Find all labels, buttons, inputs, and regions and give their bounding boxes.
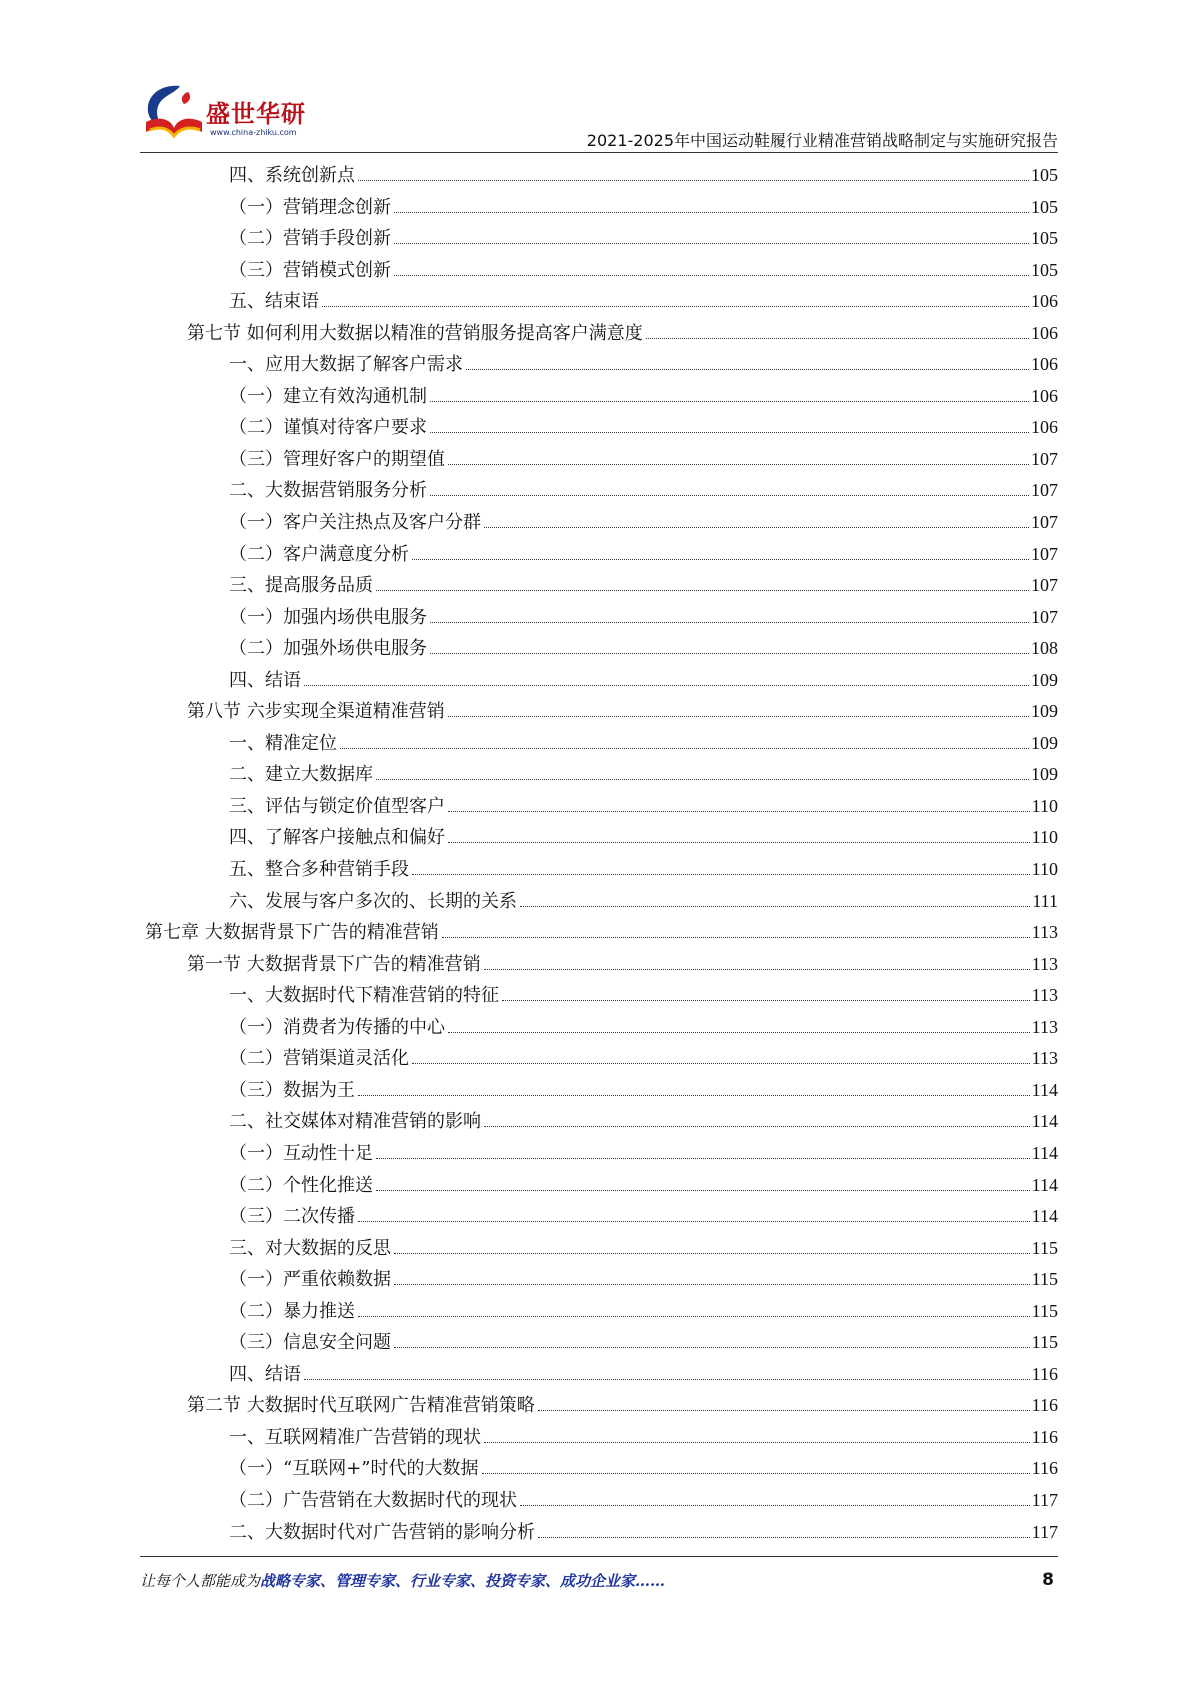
toc-entry-page: 105 (1031, 259, 1058, 280)
toc-entry-title: 四、结语 (229, 669, 301, 691)
footer-slogan-lead: 让每个人都能成为 (140, 1572, 261, 1590)
logo-url: www.china-zhiku.com (210, 128, 297, 137)
toc-entry-page: 114 (1031, 1079, 1058, 1100)
toc-entry-page: 105 (1031, 228, 1058, 249)
toc-entry-page: 116 (1031, 1363, 1058, 1384)
toc-leader-dots (448, 464, 1029, 465)
toc-entry-title: 五、整合多种营销手段 (229, 859, 409, 881)
toc-entry-title: 五、结束语 (229, 291, 319, 313)
toc-entry-title: 第二节 大数据时代互联网广告精准营销策略 (187, 1395, 535, 1417)
toc-entry-title: 第八节 六步实现全渠道精准营销 (187, 701, 445, 723)
toc-entry-title: 四、了解客户接触点和偏好 (229, 827, 445, 849)
toc-entry-page: 106 (1031, 322, 1058, 343)
toc-leader-dots (376, 779, 1029, 780)
toc-entry-title: 二、社交媒体对精准营销的影响 (229, 1111, 481, 1133)
toc-entry-page: 115 (1031, 1332, 1058, 1353)
toc-leader-dots (358, 1221, 1030, 1222)
toc-entry-page: 107 (1031, 543, 1058, 564)
toc-entry-title: 四、结语 (229, 1363, 301, 1385)
toc-entry-page: 114 (1031, 1206, 1058, 1227)
logo-name: 盛世华研 (206, 100, 306, 128)
toc-entry[interactable] (145, 1453, 1058, 1485)
toc-entry[interactable] (145, 1422, 1058, 1454)
toc-leader-dots (448, 811, 1030, 812)
toc-entry-title: （二）个性化推送 (229, 1174, 373, 1196)
toc-leader-dots (394, 212, 1029, 213)
toc-entry-title: （一）互动性十足 (229, 1142, 373, 1164)
toc-leader-dots (430, 432, 1029, 433)
toc-entry-title: 第一节 大数据背景下广告的精准营销 (187, 953, 481, 975)
toc-entry-title: （二）谨慎对待客户要求 (229, 417, 427, 439)
toc-entry[interactable] (145, 1075, 1058, 1107)
toc-leader-dots (412, 559, 1029, 560)
toc-leader-dots (482, 1473, 1030, 1474)
toc-entry-title: （三）数据为王 (229, 1079, 355, 1101)
toc-entry[interactable] (145, 759, 1058, 791)
toc-entry[interactable] (145, 1327, 1058, 1359)
toc-leader-dots (358, 180, 1029, 181)
toc-leader-dots (502, 1000, 1030, 1001)
toc-entry[interactable] (145, 1170, 1058, 1202)
toc-leader-dots (442, 937, 1030, 938)
document-title: 2021-2025年中国运动鞋履行业精准营销战略制定与实施研究报告 (586, 131, 1058, 150)
toc-entry-title: （三）信息安全问题 (229, 1332, 391, 1354)
toc-entry-title: 三、评估与锁定价值型客户 (229, 795, 445, 817)
toc-entry-title: （三）营销模式创新 (229, 259, 391, 281)
toc-entry-page: 117 (1031, 1521, 1058, 1542)
toc-entry-page: 108 (1031, 638, 1058, 659)
toc-entry-page: 109 (1031, 701, 1058, 722)
toc-entry[interactable] (145, 570, 1058, 602)
toc-entry-title: （二）营销渠道灵活化 (229, 1048, 409, 1070)
toc-leader-dots (520, 1505, 1030, 1506)
toc-entry[interactable] (145, 1517, 1058, 1549)
toc-entry[interactable] (145, 665, 1058, 697)
toc-entry-title: 四、系统创新点 (229, 165, 355, 186)
toc-entry-title: （一）消费者为传播的中心 (229, 1016, 445, 1038)
toc-entry-title: 一、精准定位 (229, 732, 337, 754)
toc-leader-dots (484, 527, 1029, 528)
toc-entry-page: 110 (1031, 859, 1058, 880)
toc-entry-page: 116 (1031, 1395, 1058, 1416)
footer-slogan-experts: 战略专家、管理专家、行业专家、投资专家、成功企业家…… (260, 1572, 666, 1590)
toc-entry-title: （一）“互联网+”时代的大数据 (229, 1458, 479, 1480)
toc-leader-dots (394, 243, 1029, 244)
toc-entry[interactable] (145, 886, 1058, 918)
toc-entry[interactable] (145, 1390, 1058, 1422)
toc-entry-title: 三、提高服务品质 (229, 575, 373, 597)
toc-entry[interactable] (145, 1296, 1058, 1328)
toc-entry-title: 一、大数据时代下精准营销的特征 (229, 985, 499, 1007)
toc-entry-title: 一、应用大数据了解客户需求 (229, 354, 463, 376)
toc-leader-dots (394, 1347, 1030, 1348)
toc-leader-dots (448, 1032, 1030, 1033)
toc-entry-page: 116 (1031, 1458, 1058, 1479)
toc-entry[interactable] (145, 602, 1058, 634)
toc-leader-dots (430, 622, 1029, 623)
toc-entry-title: （一）建立有效沟通机制 (229, 385, 427, 407)
toc-entry-page: 110 (1031, 795, 1058, 816)
toc-entry[interactable] (145, 286, 1058, 318)
toc-entry[interactable] (145, 255, 1058, 287)
toc-entry[interactable] (145, 917, 1058, 949)
toc-entry[interactable] (145, 633, 1058, 665)
toc-entry-page: 114 (1031, 1111, 1058, 1132)
toc-entry[interactable] (145, 1485, 1058, 1517)
toc-leader-dots (466, 369, 1029, 370)
toc-entry-title: （一）严重依赖数据 (229, 1269, 391, 1291)
toc-entry[interactable] (145, 1264, 1058, 1296)
toc-entry-page: 109 (1031, 669, 1058, 690)
toc-entry-page: 117 (1031, 1489, 1058, 1510)
logo-mark-icon (140, 82, 204, 144)
header-divider (140, 152, 1058, 153)
toc-entry-title: 二、建立大数据库 (229, 764, 373, 786)
toc-entry[interactable] (145, 949, 1058, 981)
toc-entry-page: 114 (1031, 1174, 1058, 1195)
toc-entry-page: 113 (1031, 1048, 1058, 1069)
toc-entry-page: 110 (1031, 827, 1058, 848)
toc-entry[interactable] (145, 1201, 1058, 1233)
toc-entry-page: 114 (1031, 1142, 1058, 1163)
toc-entry-page: 106 (1031, 417, 1058, 438)
table-of-contents (145, 160, 1058, 1548)
toc-leader-dots (304, 1379, 1030, 1380)
toc-entry-page: 107 (1031, 448, 1058, 469)
toc-entry[interactable] (145, 475, 1058, 507)
toc-leader-dots (520, 906, 1030, 907)
toc-entry-title: 一、互联网精准广告营销的现状 (229, 1426, 481, 1448)
page-header (140, 82, 1058, 152)
toc-entry-page: 115 (1031, 1269, 1058, 1290)
toc-entry-title: （三）二次传播 (229, 1206, 355, 1228)
toc-entry-title: 二、大数据时代对广告营销的影响分析 (229, 1521, 535, 1543)
toc-entry-title: （一）营销理念创新 (229, 196, 391, 218)
toc-entry[interactable] (145, 192, 1058, 224)
toc-entry-page: 113 (1031, 953, 1058, 974)
toc-leader-dots (484, 969, 1030, 970)
toc-entry[interactable] (145, 160, 1058, 192)
toc-entry-page: 105 (1031, 196, 1058, 217)
toc-leader-dots (358, 1316, 1030, 1317)
toc-leader-dots (448, 716, 1029, 717)
toc-entry[interactable] (145, 444, 1058, 476)
toc-entry-page: 107 (1031, 480, 1058, 501)
toc-entry[interactable] (145, 1043, 1058, 1075)
toc-entry[interactable] (145, 822, 1058, 854)
toc-entry[interactable] (145, 318, 1058, 350)
toc-entry[interactable] (145, 223, 1058, 255)
toc-leader-dots (538, 1537, 1030, 1538)
page-number: 8 (1042, 1570, 1054, 1590)
toc-entry-page: 105 (1031, 165, 1058, 185)
toc-entry[interactable] (145, 791, 1058, 823)
toc-entry-page: 107 (1031, 512, 1058, 533)
toc-entry-page: 107 (1031, 575, 1058, 596)
toc-entry-title: （一）客户关注热点及客户分群 (229, 512, 481, 534)
toc-leader-dots (448, 842, 1030, 843)
toc-entry-title: （二）暴力推送 (229, 1300, 355, 1322)
footer-divider (140, 1556, 1058, 1557)
toc-leader-dots (394, 1284, 1030, 1285)
toc-entry-title: （二）广告营销在大数据时代的现状 (229, 1489, 517, 1511)
toc-entry-title: 二、大数据营销服务分析 (229, 480, 427, 502)
toc-entry[interactable] (145, 412, 1058, 444)
toc-leader-dots (376, 1158, 1030, 1159)
toc-leader-dots (430, 401, 1029, 402)
toc-entry[interactable] (145, 854, 1058, 886)
page-footer (140, 1570, 1058, 1594)
toc-entry-title: （二）营销手段创新 (229, 228, 391, 250)
toc-leader-dots (412, 874, 1030, 875)
toc-entry[interactable] (145, 381, 1058, 413)
toc-entry-page: 115 (1031, 1237, 1058, 1258)
toc-leader-dots (376, 590, 1029, 591)
toc-leader-dots (430, 495, 1029, 496)
toc-entry-title: 六、发展与客户多次的、长期的关系 (229, 890, 517, 912)
toc-entry-title: 第七节 如何利用大数据以精准的营销服务提高客户满意度 (187, 322, 643, 344)
toc-leader-dots (394, 275, 1029, 276)
toc-leader-dots (358, 1095, 1030, 1096)
toc-entry[interactable] (145, 980, 1058, 1012)
toc-entry-page: 113 (1031, 1016, 1058, 1037)
toc-entry-page: 109 (1031, 732, 1058, 753)
toc-leader-dots (430, 653, 1029, 654)
toc-entry-title: （一）加强内场供电服务 (229, 606, 427, 628)
toc-leader-dots (304, 685, 1029, 686)
toc-entry[interactable] (145, 507, 1058, 539)
toc-leader-dots (538, 1410, 1030, 1411)
toc-entry-title: （二）加强外场供电服务 (229, 638, 427, 660)
toc-entry-page: 106 (1031, 291, 1058, 312)
toc-entry[interactable] (145, 1012, 1058, 1044)
toc-entry-title: （二）客户满意度分析 (229, 543, 409, 565)
toc-entry-page: 116 (1031, 1426, 1058, 1447)
toc-leader-dots (376, 1190, 1030, 1191)
toc-entry[interactable] (145, 1359, 1058, 1391)
toc-entry[interactable] (145, 1138, 1058, 1170)
toc-entry[interactable] (145, 1106, 1058, 1138)
company-logo (140, 82, 340, 146)
toc-leader-dots (646, 338, 1029, 339)
toc-entry[interactable] (145, 696, 1058, 728)
toc-entry[interactable] (145, 1233, 1058, 1265)
toc-entry-title: （三）管理好客户的期望值 (229, 448, 445, 470)
toc-leader-dots (340, 748, 1029, 749)
toc-leader-dots (484, 1442, 1030, 1443)
toc-entry-page: 106 (1031, 354, 1058, 375)
toc-entry-page: 111 (1032, 890, 1058, 911)
toc-entry[interactable] (145, 349, 1058, 381)
toc-entry-page: 107 (1031, 606, 1058, 627)
toc-leader-dots (322, 306, 1029, 307)
toc-entry-page: 113 (1031, 922, 1058, 943)
toc-entry-page: 106 (1031, 385, 1058, 406)
toc-leader-dots (484, 1126, 1030, 1127)
toc-entry-page: 113 (1031, 985, 1058, 1006)
toc-leader-dots (394, 1253, 1030, 1254)
toc-leader-dots (412, 1063, 1030, 1064)
toc-entry-title: 第七章 大数据背景下广告的精准营销 (145, 922, 439, 944)
toc-entry-title: 三、对大数据的反思 (229, 1237, 391, 1259)
toc-entry[interactable] (145, 728, 1058, 760)
toc-entry-page: 109 (1031, 764, 1058, 785)
toc-entry-page: 115 (1031, 1300, 1058, 1321)
toc-entry[interactable] (145, 539, 1058, 571)
